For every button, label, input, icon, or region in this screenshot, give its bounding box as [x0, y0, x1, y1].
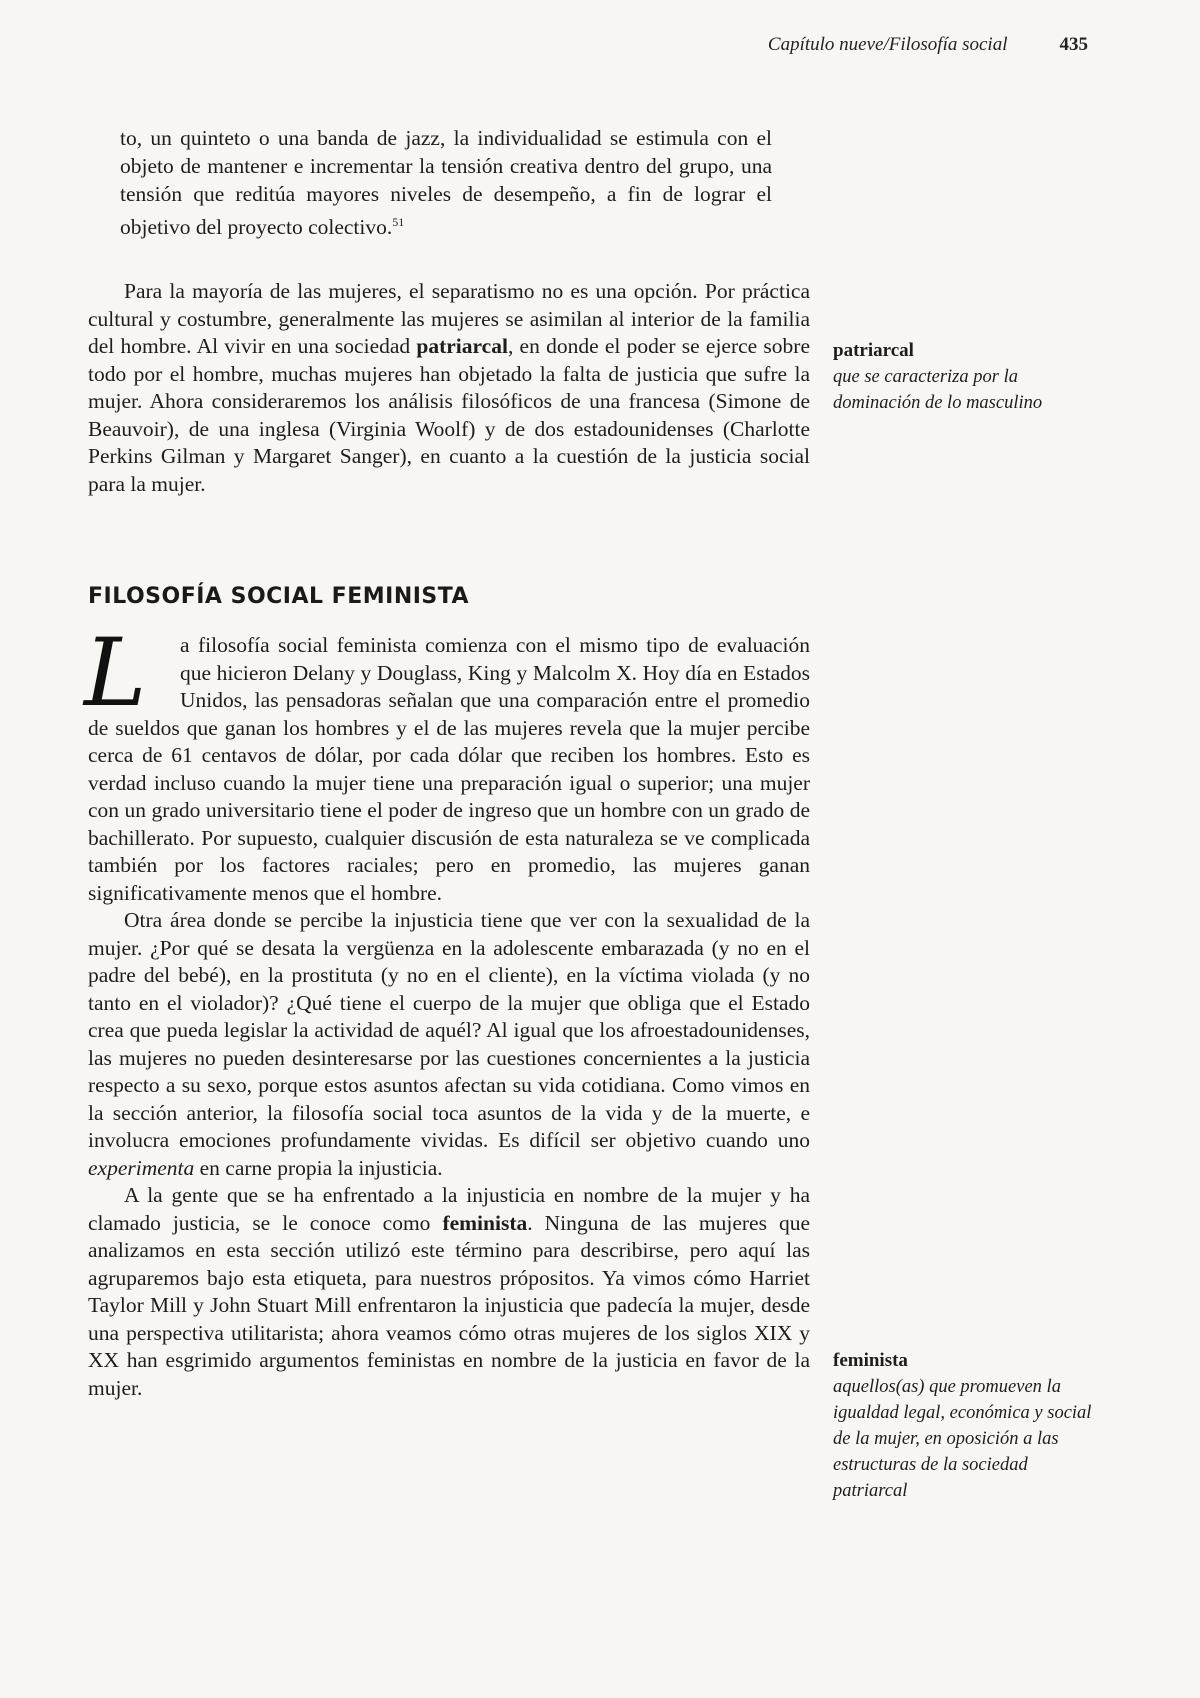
margin-note-feminista	[833, 1348, 1093, 1504]
paragraph-separatism	[88, 278, 810, 498]
para3-text-b: en carne propia la injusticia.	[194, 1155, 443, 1180]
term-feminista: feminista	[442, 1210, 528, 1235]
page-number: 435	[1059, 34, 1088, 55]
para3-emphasis: experimenta	[88, 1155, 195, 1180]
margin-term: patriarcal	[833, 340, 914, 361]
para1-text-b: , en donde el poder se ejerce sobre todo por el hombre, muchas mujeres han objetado la falta de justicia que sufre la mujer. Ahora consideraremos los análisis filosóficos de una francesa (Simone de Beauvoir), de una inglesa (Virginia Woolf) y de dos estadounidenses (Charlotte Perkins Gilman y Margaret Sanger), en cuanto a la cuestión de la justicia social para la mujer.	[88, 334, 811, 496]
running-header	[768, 34, 1088, 56]
section-body	[84, 619, 810, 1402]
para4-text-b: . Ninguna de las mujeres que analizamos en esta sección utilizó este término para describirse, pero aquí las agruparemos bajo esta etiqueta, para nuestros própositos. Ya vimos cómo Harriet Taylor Mill y John Stuart Mill enfrentaron la injusticia que padecía la mujer, desde una perspectiva utilitarista; ahora veamos cómo otras mujeres de los siglos XIX y XX han esgrimido argumentos feministas en nombre de la justicia en favor de la mujer.	[88, 1210, 810, 1400]
term-patriarcal: patriarcal	[416, 334, 508, 358]
running-title: Capítulo nueve/Filosofía social	[767, 34, 1008, 55]
margin-definition: que se caracteriza por la dominación de lo masculino	[833, 367, 1043, 413]
margin-note-patriarcal	[833, 338, 1093, 416]
quote-text: to, un quinteto o una banda de jazz, la individualidad se estimula con el objeto de mantener e incrementar la tensión creativa dentro del grupo, una tensión que reditúa mayores niveles de desempeño, a fin de lograr el objetivo del proyecto colectivo.	[120, 126, 772, 240]
dropcap-letter: L	[84, 619, 147, 728]
footnote-ref: 51	[392, 215, 405, 229]
margin-definition: aquellos(as) que promueven la igualdad legal, económica y social de la mujer, en oposición a las estructuras de la sociedad patriarcal	[833, 1377, 1092, 1501]
section-heading: FILOSOFÍA SOCIAL FEMINISTA	[88, 584, 470, 609]
para1-text-a: Para la mayoría de las mujeres, el separatismo no es una opción. Por práctica cultural y costumbre, generalmente las mujeres se asimilan al interior de la familia del hombre. Al vivir en una sociedad	[88, 279, 810, 358]
block-quote	[120, 124, 772, 241]
para3-text-a: Otra área donde se percibe la injusticia tiene que ver con la sexualidad de la mujer. ¿Por qué se desata la vergüenza en la adolescente embarazada (y no en el padre del bebé), en la prostituta (y no en el cliente), en la víctima violada (y no tanto en el violador)? ¿Qué tiene el cuerpo de la mujer que obliga que el Estado crea que pueda legislar la actividad de aquél? Al igual que los afroestadounidenses, las mujeres no pueden desinteresarse por las cuestiones concernientes a la justicia respecto a su sexo, porque estos asuntos afectan su vida cotidiana. Como vimos en la sección anterior, la filosofía social toca asuntos de la vida y de la muerte, e involucra emociones profundamente vividas. Es difícil ser objetivo cuando uno	[88, 908, 810, 1152]
margin-term: feminista	[833, 1350, 908, 1371]
para2-text: a filosofía social feminista comienza con el mismo tipo de evaluación que hicieron Delany y Douglass, King y Malcolm X. Hoy día en Estados Unidos, las pensadoras señalan que una comparación entre el promedio de sueldos que ganan los hombres y el de las mujeres revela que la mujer percibe cerca de 61 centavos de dólar, por cada dólar que reciben los hombres. Esto es verdad incluso cuando la mujer tiene una preparación igual o superior; una mujer con un grado universitario tiene el poder de ingreso que un hombre con un grado de bachillerato. Por supuesto, cualquier discusión de esta naturaleza se ve complicada también por los factores raciales; pero en promedio, las mujeres ganan significativamente menos que el hombre.	[88, 633, 810, 905]
para4-text-a: A la gente que se ha enfrentado a la injusticia en nombre de la mujer y ha clamado justicia, se le conoce como	[88, 1183, 810, 1235]
